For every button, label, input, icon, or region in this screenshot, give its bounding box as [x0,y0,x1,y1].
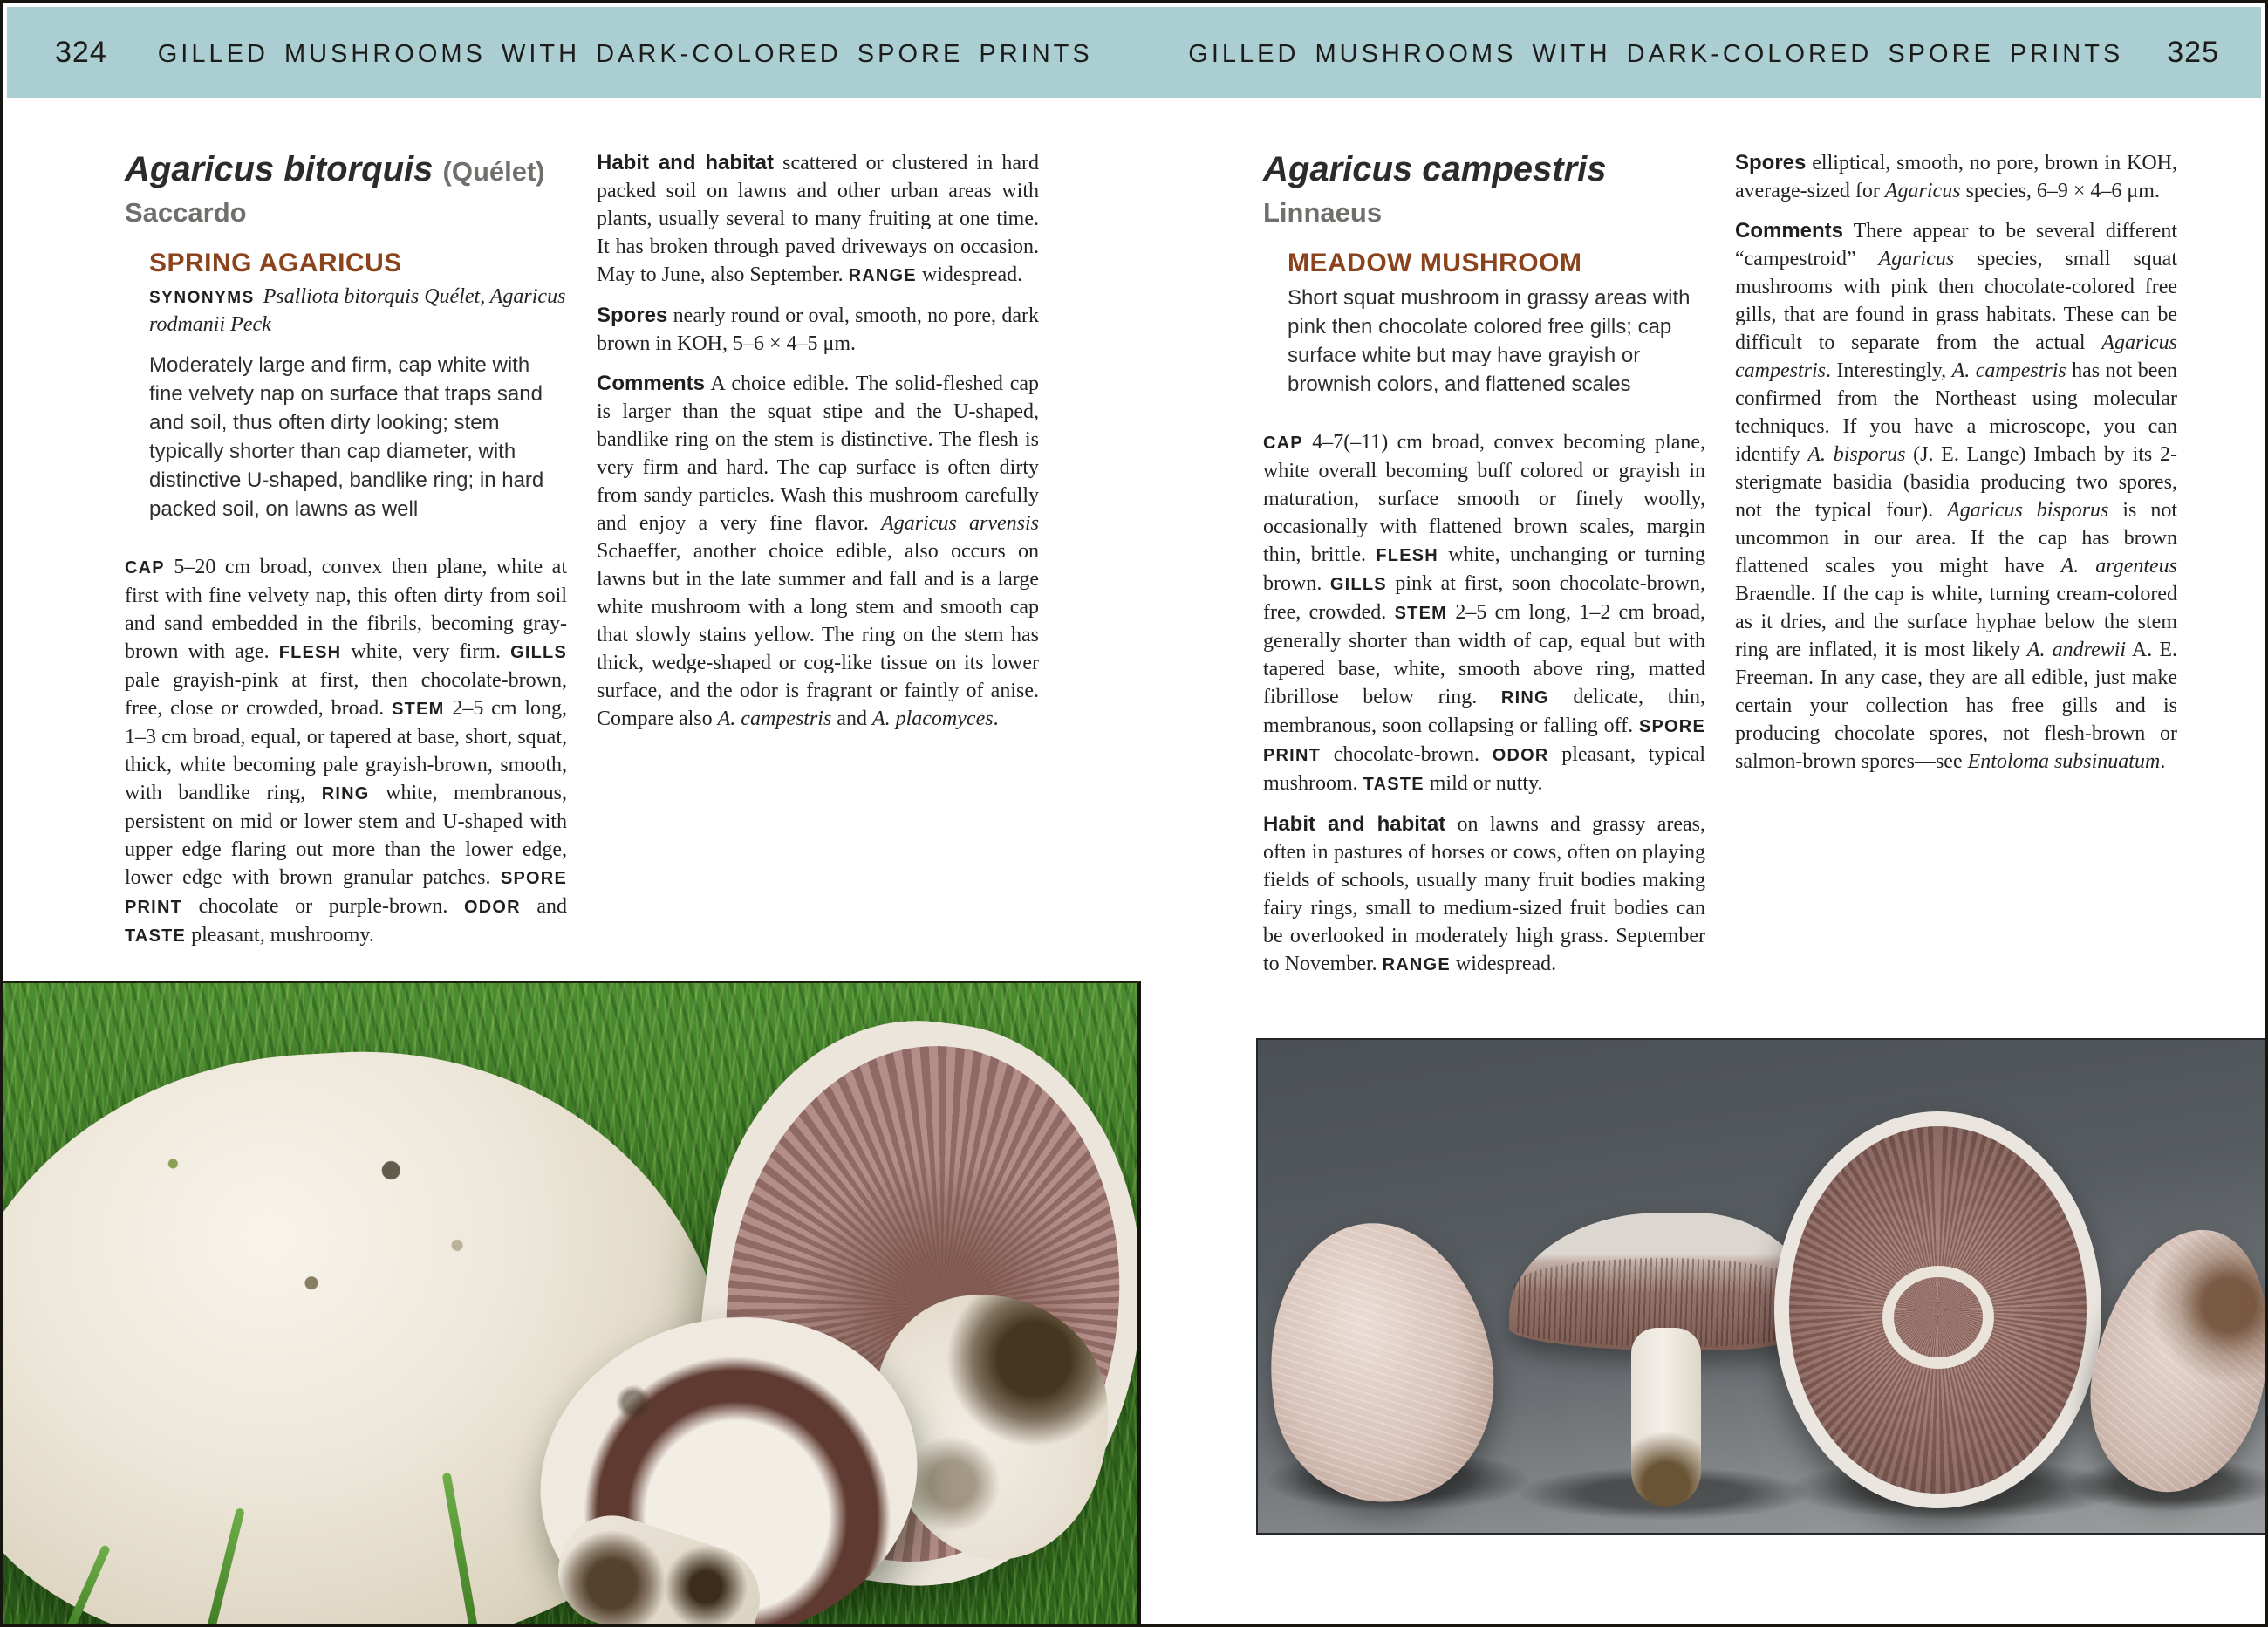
species-authority: (Quélet) [442,156,545,187]
field-label: SPORE PRINT [125,869,567,917]
lead-word: Habit and habitat [1263,812,1446,836]
text-run: and [520,895,567,918]
text-columns-bitorquis [125,149,1039,974]
page-number-right: 325 [2167,35,2219,69]
lead-word: Spores [1735,151,1807,174]
field-label: RANGE [1382,955,1451,974]
text-run: 4–7(–11) cm broad, convex becoming plane, white overall becoming buff colored or grayish in maturation, surface smooth or finely woolly, occasionally with flattened brown scales, margin thin, brittle. [1263,431,1705,566]
text-run: chocolate or purple-brown. [182,895,464,918]
text-run: A. campestris [1951,359,2066,382]
field-label: STEM [392,700,445,719]
text-run: 2–5 cm long, 1–2 cm broad, generally shorter than width of cap, equal but with tapered base, white, smooth above ring, matted fibrillose below ring. [1263,601,1705,708]
text-run: Schaeffer, another choice edible, also occurs on lawns but in the late summer and fall and is a large white mushroom with a long stem and smooth cap that slowly stains yellow. The ring on the stem has thick, wedge-shaped or cog-like tissue on its lower surface, and the odor is fragrant or faintly of anise. Compare also [597,540,1039,730]
lead-word: Comments [1735,219,1844,243]
field-label: TASTE [1363,775,1424,794]
text-columns-campestris [1263,149,2177,1032]
text-run: A. argenteus [2060,555,2177,578]
mushroom-gill-disc [1774,1111,2101,1508]
text-run: A choice edible. The solid-fleshed cap is larger than the squat stipe and the U-shaped, bandlike ring on the stem is distinctive. The flesh is very firm and hard. The cap surface is often dirty from sandy particles. Wash this mushroom carefully and enjoy a very fine flavor. [597,373,1039,535]
field-label: GILLS [1329,575,1387,594]
paragraph [1263,428,1705,798]
field-label: FLESH [278,643,342,662]
text-run: Psalliota bitorquis [263,285,420,308]
text-run: species, 6–9 × 4–6 μm. [1960,180,2160,202]
text-run: on lawns and grassy areas, often in pastures of horses or cows, often on playing fields of schools, usually many fruit bodies making fairy rings, small to medium-sized fruit bodies can be overlooked in moderately high grass. September to November. [1263,813,1705,975]
species-authority: Linnaeus [1263,197,1383,228]
text-run: delicate, thin, membranous, soon collapsing or falling off. [1263,686,1705,737]
common-name-block [1288,247,1705,399]
text-run: . [2160,750,2166,773]
field-label: RING [1500,688,1549,708]
text-run: pink at first, soon chocolate-brown, free, crowded. [1263,572,1706,624]
running-title-right: GILLED MUSHROOMS WITH DARK-COLORED SPORE PRINTS [1188,39,2124,68]
text-run: nearly round or oval, smooth, no pore, dark brown in KOH, 5–6 × 4–5 μm. [597,304,1039,355]
text-run: Agaricus campestris [1735,332,2177,382]
paragraph [125,553,567,950]
photo-agaricus-campestris [1256,1038,2268,1535]
intro-description: Short squat mushroom in grassy areas with pink then chocolate colored free gills; cap surface white but may have grayish or brownish colors, and flattened scales [1288,286,1691,396]
text-run: is not uncommon in our area. If the cap has brown flattened scales you might have [1735,499,2177,578]
species-name: Agaricus bitorquis [125,150,434,188]
field-label: FLESH [1376,546,1438,565]
text-run: . [993,708,999,730]
lead-word: Comments [597,372,706,395]
field-label: GILLS [510,643,568,662]
field-label: RANGE [848,266,917,285]
field-label: ODOR [1492,746,1549,765]
text-run: and [831,708,872,730]
page-number-left: 324 [55,35,107,69]
field-label: CAP [125,558,165,578]
text-run: (J. E. Lange) Imbach by its 2-sterigmate basidia (basidia producing two spores, not the typical four). [1735,443,2177,522]
text-run: A. andrewii [2026,639,2127,661]
field-label: STEM [1394,604,1447,623]
text-run: white, very firm. [341,640,511,663]
species-name: Agaricus campestris [1263,150,1607,188]
common-name: SPRING AGARICUS [149,249,402,277]
paragraph [597,149,1039,290]
text-run: Entoloma subsinuatum [1967,750,2161,773]
text-run: . Interestingly, [1826,359,1952,382]
text-run: Quélet, [419,285,490,308]
text-run: A. placomyces [871,708,994,730]
species-heading [1263,149,1705,233]
field-label: SPORE PRINT [1263,717,1705,765]
text-run: has not been confirmed from the Northeast using molecular techniques. If you have a microscope, you can identify [1735,359,2177,466]
text-run: 2–5 cm long, 1–3 cm broad, equal, or tapered at base, short, squat, thick, white becoming pale grayish-brown, smooth, with bandlike ring, [125,697,567,804]
text-run: widespread. [916,263,1023,286]
common-name: MEADOW MUSHROOM [1288,249,1582,277]
running-title-left: GILLED MUSHROOMS WITH DARK-COLORED SPORE PRINTS [157,39,1093,68]
text-run: pleasant, typical mushroom. [1263,743,1705,795]
text-run: white, unchanging or turning brown. [1263,543,1705,595]
species-heading [125,149,567,233]
field-label: TASTE [125,926,187,946]
text-run: Braendle. If the cap is white, turning cream-colored as it dries, and the surface hyphae below the stem ring are inflated, it is most likely [1735,583,2177,661]
paragraph [1735,149,2177,205]
paragraph [1735,217,2177,776]
text-run: species, small squat mushrooms with pink then chocolate-colored free gills, that are found in grass habitats. These can be difficult to separate from the actual [1735,248,2177,354]
common-name-block [149,247,567,523]
text-run: elliptical, smooth, no pore, brown in KOH, average-sized for [1735,152,2177,202]
paragraph [597,302,1039,358]
text-run: mild or nutty. [1424,772,1543,795]
synonyms-label: SYNONYMS [149,289,255,307]
text-run: A. campestris [717,708,832,730]
stem-stub [1882,1266,1994,1369]
text-run: Agaricus [1884,180,1961,202]
field-label: CAP [1263,434,1303,453]
text-run: 5–20 cm broad, convex then plane, white at first with fine velvety nap, this often dirty from soil and sand embedded in the fibrils, becoming gray-brown with age. [125,556,567,663]
text-run: Agaricus [1878,248,1955,270]
text-run: widespread. [1450,953,1557,975]
text-run: pleasant, mushroomy. [186,924,374,947]
lead-word: Spores [597,304,668,327]
paragraph [1263,810,1705,979]
page-324 [3,3,1145,1624]
text-run: Agaricus bisporus [1947,499,2109,522]
page-325 [1145,3,2268,1624]
paragraph [597,370,1039,733]
text-run: There appear to be several different “campestroid” [1735,220,2177,270]
photo-agaricus-bitorquis [3,981,1141,1627]
lead-word: Habit and habitat [597,151,774,174]
text-run: Agaricus arvensis [881,512,1040,535]
field-label: RING [321,784,370,803]
intro-description: Moderately large and firm, cap white with fine velvety nap on surface that traps sand and soil, thus often dirty looking; stem typically shorter than cap diameter, with distinctive U-shaped, bandlike ring; in hard packed soil, on lawns as well [149,353,544,521]
species-authority-line2: Saccardo [125,197,247,228]
text-run: white, membranous, persistent on mid or lower stem and U-shaped with upper edge flaring out more than the lower edge, lower edge with brown granular patches. [125,782,568,889]
text-run: A. E. Freeman. In any case, they are all edible, just make certain your collection has free gills and is producing chocolate spores, not flesh-brown or salmon-brown spores—see [1735,639,2178,773]
mushroom-side-view-stem [1631,1328,1701,1507]
synonyms-line [149,284,567,338]
text-run: A. bisporus [1807,443,1906,466]
field-label: ODOR [463,898,521,917]
text-run: chocolate-brown. [1321,743,1493,766]
text-run: scattered or clustered in hard packed soil on lawns and other urban areas with plants, usually several to many fruiting at one time. It has broken through paved driveways on occasion. May to June, also September. [597,152,1039,286]
text-run: Peck [225,313,271,336]
text-run: Agaricus rodmanii [149,285,566,336]
text-run: pale grayish-pink at first, then chocolate-brown, free, close or crowded, broad. [125,669,567,720]
